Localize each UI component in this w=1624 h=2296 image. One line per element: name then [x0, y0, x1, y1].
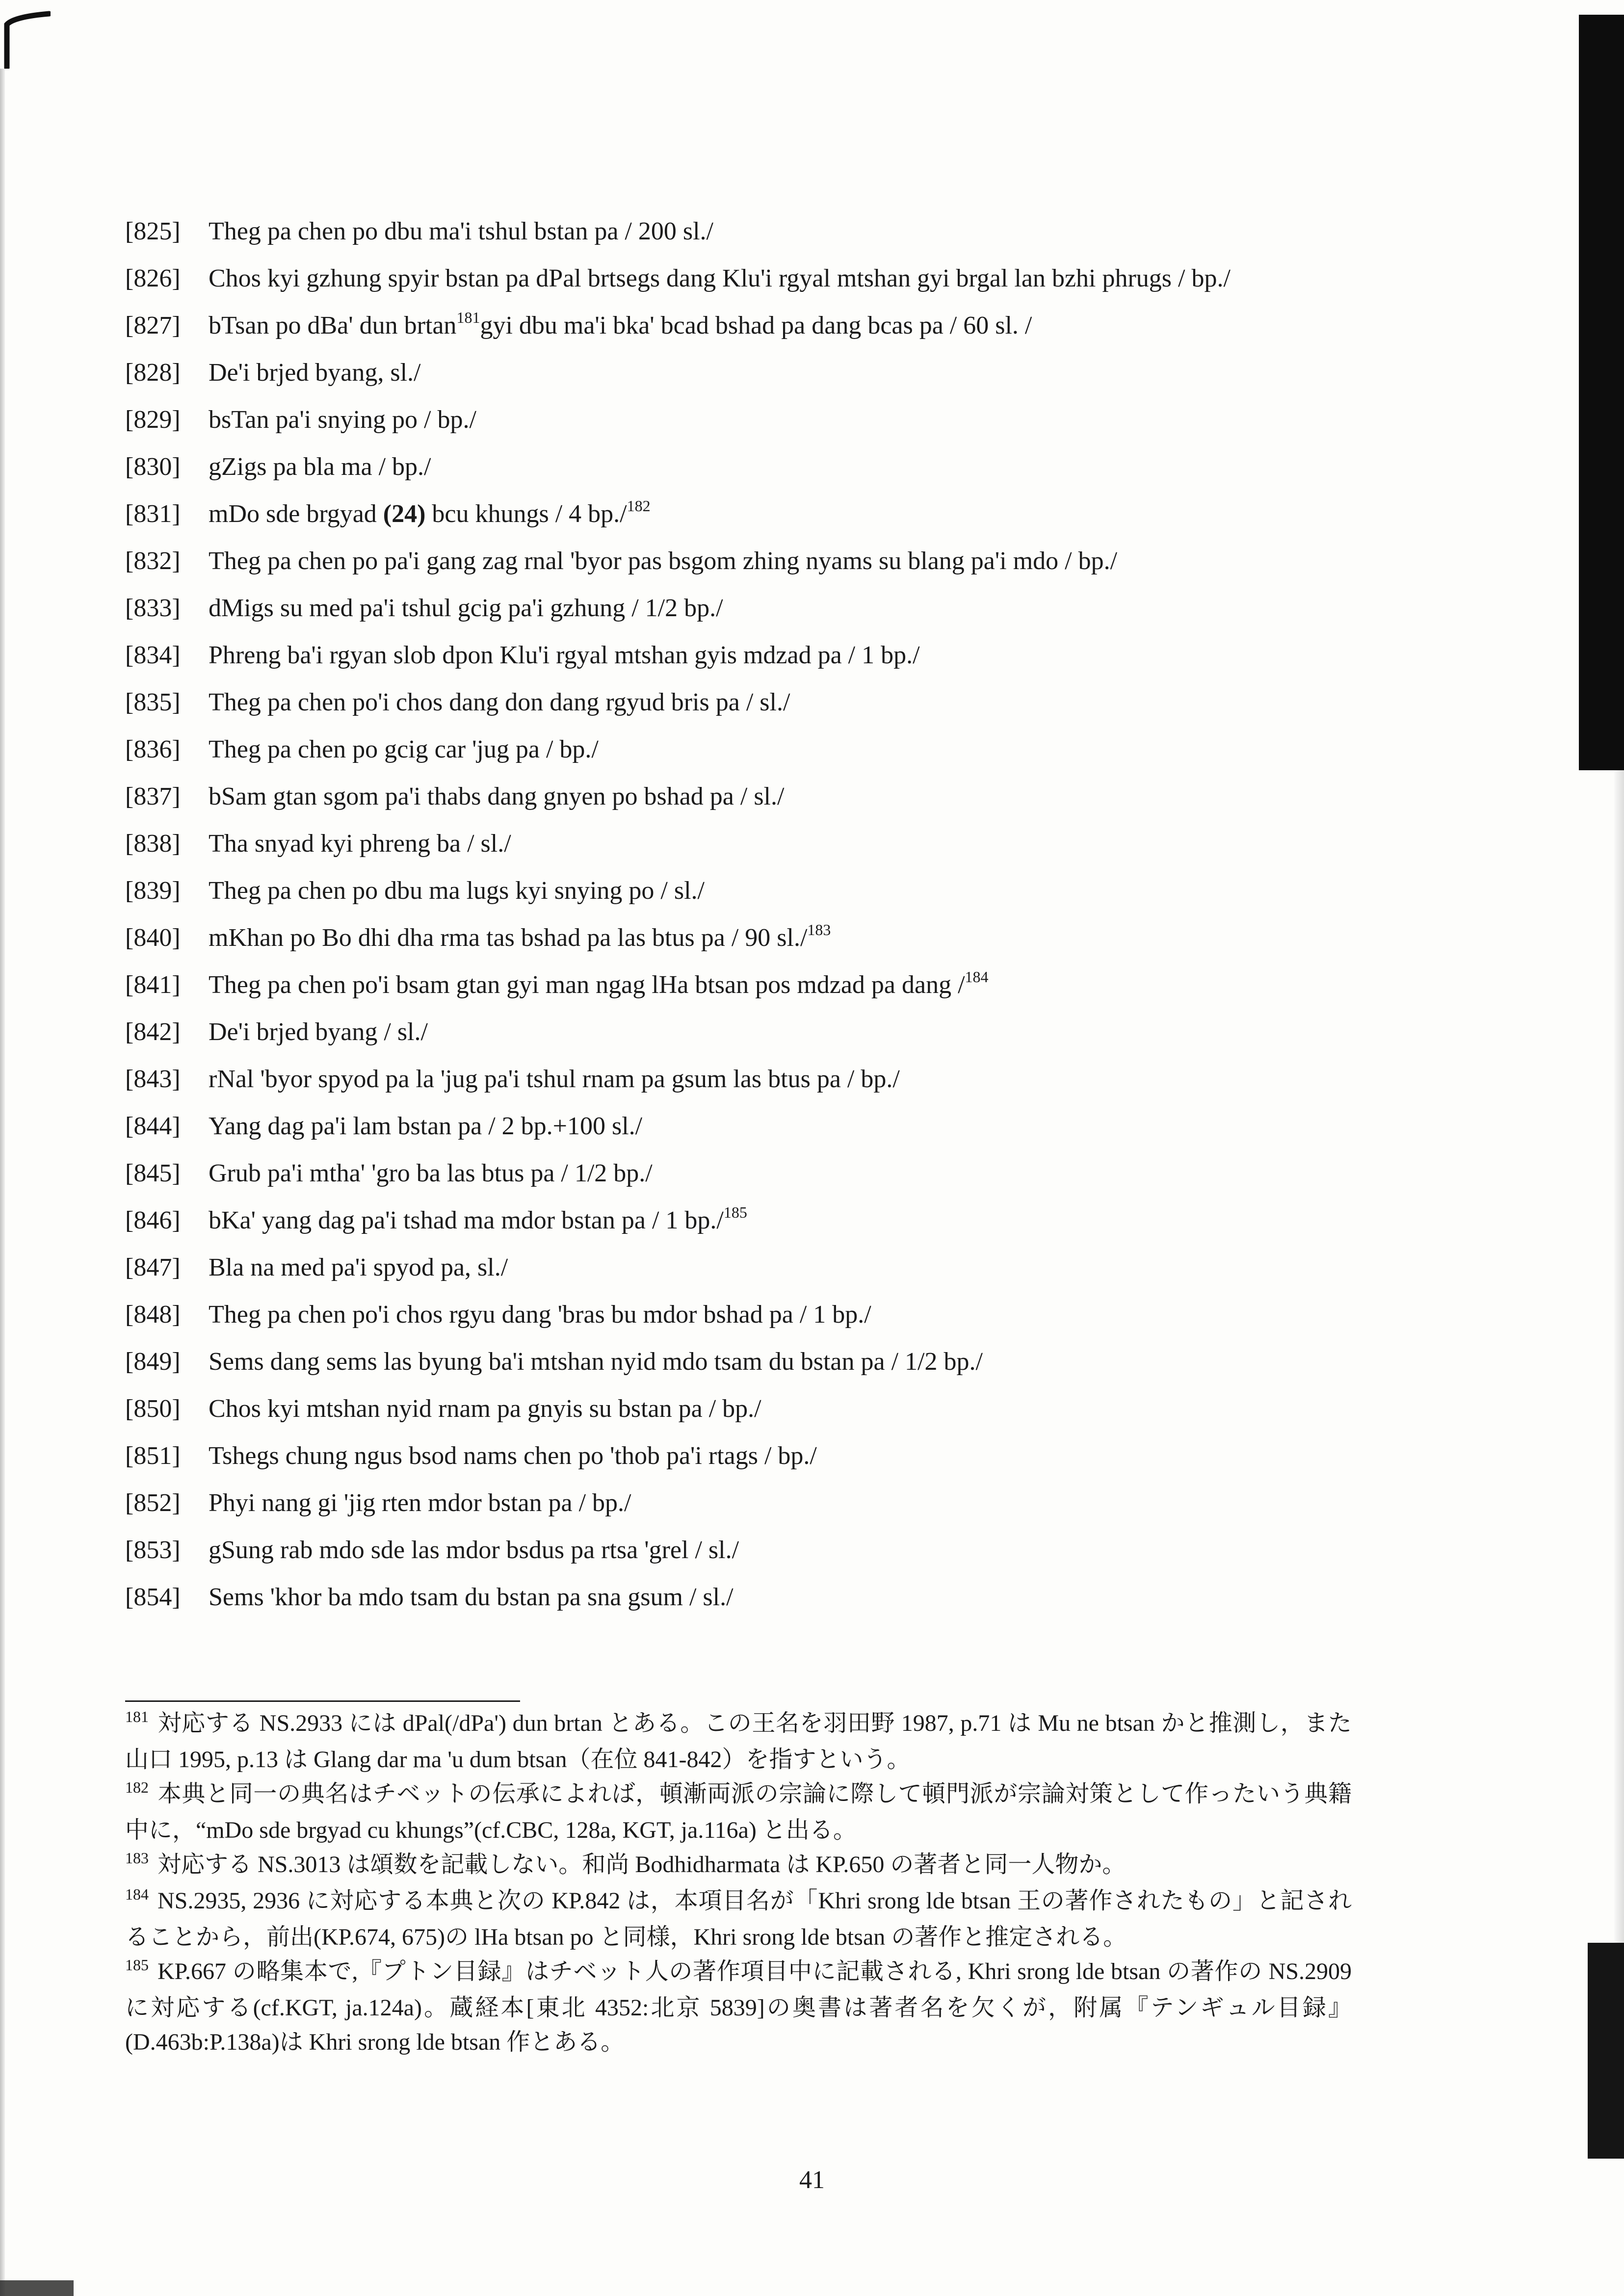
entry-number: [832] [125, 547, 181, 575]
scan-right-bar [1579, 15, 1624, 770]
entry-number: [825] [125, 217, 181, 245]
catalog-entry-list [125, 208, 1401, 1621]
entry-title: Theg pa chen po pa'i gang zag rnal 'byor pas bsgom zhing nyams su blang pa'i mdo / bp./ [209, 547, 1118, 575]
entry-number: [830] [125, 453, 181, 481]
entry-number: [835] [125, 688, 181, 716]
entry-number: [833] [125, 594, 181, 622]
entry-title: gSung rab mdo sde las mdor bsdus pa rtsa 'grel / sl./ [209, 1536, 739, 1564]
footnote-marker: 185 [723, 1203, 747, 1221]
footnote-text: 本典と同一の典名はチベットの伝承によれば，頓漸両派の宗論に際して頓門派が宗論対策として作ったいう典籍中に，“mDo sde brgyad cu khungs”(cf.CBC, 128a, KGT, ja.116a) と出る。 [125, 1781, 1352, 1843]
entry-title-part: mDo sde brgyad [209, 500, 383, 528]
entry-title-part: bcu khungs / 4 bp./ [425, 500, 627, 528]
footnote-marker: 184 [965, 967, 989, 986]
entry-number: [848] [125, 1301, 181, 1329]
entry-title: gZigs pa bla ma / bp./ [209, 453, 431, 481]
entry-number: [826] [125, 264, 181, 292]
entry-number: [837] [125, 783, 181, 810]
entry-number: [843] [125, 1065, 181, 1093]
footnote-number: 182 [125, 1778, 149, 1796]
entry-title-part: bKa' yang dag pa'i tshad ma mdor bstan pa / 1 bp./ [209, 1206, 724, 1234]
entry-title: Theg pa chen po'i chos dang don dang rgyud bris pa / sl./ [209, 688, 790, 716]
catalog-entry [125, 632, 1401, 679]
entry-number: [847] [125, 1253, 181, 1281]
entry-title [209, 496, 651, 528]
catalog-entry [125, 255, 1474, 302]
entry-number: [854] [125, 1583, 181, 1611]
entry-number: [839] [125, 877, 181, 905]
catalog-entry [125, 962, 1401, 1009]
entry-title-bold: (24) [383, 500, 426, 528]
footnote [125, 1955, 1352, 2060]
catalog-entry [125, 914, 1401, 962]
footnote-marker: 183 [807, 920, 831, 939]
scan-left-edge [0, 69, 5, 2296]
entry-number: [838] [125, 830, 181, 858]
entry-number: [829] [125, 406, 181, 434]
footnote [125, 1848, 1352, 1884]
catalog-entry [125, 1056, 1401, 1103]
entry-number: [842] [125, 1018, 181, 1046]
entry-number: [841] [125, 971, 181, 999]
entry-title: Theg pa chen po dbu ma lugs kyi snying po / sl./ [209, 877, 705, 905]
entry-title: Yang dag pa'i lam bstan pa / 2 bp.+100 sl./ [209, 1112, 643, 1140]
scan-right-bar-lower [1588, 1943, 1624, 2159]
entry-title [209, 967, 989, 999]
footnote-text: 対応する NS.3013 は頌数を記載しない。和尚 Bodhidharmata は KP.650 の著者と同一人物か。 [157, 1852, 1126, 1878]
entry-number: [844] [125, 1112, 181, 1140]
footnote-text: NS.2935, 2936 に対応する本典と次の KP.842 は，本項目名が「Khri srong lde btsan 王の著作されたもの」と記されることから，前出(KP.674, 675)の lHa btsan po と同様，Khri srong lde btsan の著作と推定される。 [125, 1888, 1352, 1950]
entry-title: Theg pa chen po'i chos rgyu dang 'bras bu mdor bshad pa / 1 bp./ [209, 1301, 871, 1329]
entry-number: [836] [125, 735, 181, 763]
catalog-entry [125, 349, 1401, 396]
catalog-entry [125, 1009, 1401, 1056]
catalog-entry [125, 302, 1401, 349]
footnote-marker: 181 [456, 308, 480, 326]
entry-title: bSam gtan sgom pa'i thabs dang gnyen po bshad pa / sl./ [209, 783, 785, 810]
entry-number: [845] [125, 1159, 181, 1187]
footnote [125, 1884, 1352, 1955]
entry-number: [851] [125, 1442, 181, 1470]
catalog-entry [125, 396, 1401, 444]
entry-title: Tha snyad kyi phreng ba / sl./ [209, 830, 511, 858]
entry-title: Phreng ba'i rgyan slob dpon Klu'i rgyal mtshan gyis mdzad pa / 1 bp./ [209, 641, 920, 669]
entry-title: Sems dang sems las byung ba'i mtshan nyid mdo tsam du bstan pa / 1/2 bp./ [209, 1348, 983, 1376]
footnote-separator [125, 1700, 520, 1702]
catalog-entry [125, 444, 1401, 491]
entry-title: Grub pa'i mtha' 'gro ba las btus pa / 1/2 bp./ [209, 1159, 653, 1187]
entry-title: Chos kyi mtshan nyid rnam pa gnyis su bstan pa / bp./ [209, 1395, 761, 1423]
catalog-entry [125, 1291, 1401, 1338]
entry-title: Chos kyi gzhung spyir bstan pa dPal brtsegs dang Klu'i rgyal mtshan gyi brgal lan bzhi phrugs / bp./ [209, 264, 1231, 292]
entry-title-part: gyi dbu ma'i bka' bcad bshad pa dang bcas pa / 60 sl. / [480, 312, 1032, 339]
entry-number: [850] [125, 1395, 181, 1423]
entry-title: dMigs su med pa'i tshul gcig pa'i gzhung / 1/2 bp./ [209, 594, 723, 622]
catalog-entry [125, 773, 1401, 820]
catalog-entry [125, 208, 1401, 255]
entry-title: Bla na med pa'i spyod pa, sl./ [209, 1253, 508, 1281]
footnote-text: 対応する NS.2933 には dPal(/dPa') dun brtan とある。この王名を羽田野 1987, p.71 は Mu ne btsan かと推測し，また山口 1995, p.13 は Glang dar ma 'u dum btsan（在位 841-842）を指すという。 [125, 1710, 1352, 1773]
footnote-text: KP.667 の略集本で,『プトン目録』はチベット人の著作項目中に記載される, Khri srong lde btsan の著作の NS.2909 に対応する(cf.KGT, ja.124a)。蔵経本[東北 4352:北京 5839]の奥書は著者名を欠くが，附属『テンギュル目録』(D.463b:P.138a)は Khri srong lde btsan 作とある。 [125, 1958, 1352, 2055]
catalog-entry [125, 585, 1401, 632]
footnote [125, 1777, 1352, 1848]
catalog-entry [125, 1150, 1401, 1197]
footnote-number: 184 [125, 1885, 149, 1903]
entry-number: [852] [125, 1489, 181, 1517]
entry-title [209, 1203, 747, 1234]
entry-title: Phyi nang gi 'jig rten mdor bstan pa / bp./ [209, 1489, 631, 1517]
footnote [125, 1706, 1352, 1777]
catalog-entry [125, 1433, 1401, 1480]
entry-title: De'i brjed byang, sl./ [209, 359, 421, 387]
footnote-number: 183 [125, 1849, 149, 1867]
catalog-entry [125, 726, 1401, 773]
footnote-number: 185 [125, 1956, 149, 1974]
entry-title: Tshegs chung ngus bsod nams chen po 'thob pa'i rtags / bp./ [209, 1442, 817, 1470]
footnote-number: 181 [125, 1708, 149, 1725]
entry-title: Theg pa chen po gcig car 'jug pa / bp./ [209, 735, 599, 763]
catalog-entry [125, 1480, 1401, 1527]
catalog-entry [125, 1244, 1401, 1291]
entry-title: Theg pa chen po dbu ma'i tshul bstan pa / 200 sl./ [209, 217, 713, 245]
entry-number: [827] [125, 312, 181, 339]
entry-title: bsTan pa'i snying po / bp./ [209, 406, 476, 434]
catalog-entry [125, 1197, 1401, 1244]
entry-number: [828] [125, 359, 181, 387]
scan-right-edge [1614, 770, 1624, 1943]
entry-title [209, 308, 1032, 339]
footnotes [125, 1706, 1352, 2060]
catalog-entry [125, 1338, 1401, 1385]
entry-number: [831] [125, 500, 181, 528]
catalog-entry [125, 1527, 1401, 1574]
entry-title-part: mKhan po Bo dhi dha rma tas bshad pa las btus pa / 90 sl./ [209, 924, 808, 952]
entry-number: [853] [125, 1536, 181, 1564]
entry-title: rNal 'byor spyod pa la 'jug pa'i tshul rnam pa gsum las btus pa / bp./ [209, 1065, 900, 1093]
catalog-entry [125, 491, 1401, 538]
catalog-entry [125, 679, 1401, 726]
catalog-entry [125, 1103, 1401, 1150]
scan-corner-mark [4, 10, 51, 69]
entry-title-part: Theg pa chen po'i bsam gtan gyi man ngag lHa btsan pos mdzad pa dang / [209, 971, 965, 999]
entry-number: [849] [125, 1348, 181, 1376]
page-number: 41 [799, 2166, 825, 2194]
entry-number: [834] [125, 641, 181, 669]
catalog-entry [125, 867, 1401, 914]
entry-number: [846] [125, 1206, 181, 1234]
catalog-entry [125, 1385, 1401, 1433]
catalog-entry [125, 1574, 1401, 1621]
scan-bottom-edge [0, 2280, 74, 2296]
entry-number: [840] [125, 924, 181, 952]
footnote-marker: 182 [627, 496, 651, 515]
entry-title [209, 920, 831, 952]
catalog-entry [125, 538, 1401, 585]
entry-title: De'i brjed byang / sl./ [209, 1018, 428, 1046]
entry-title: Sems 'khor ba mdo tsam du bstan pa sna gsum / sl./ [209, 1583, 733, 1611]
catalog-entry [125, 820, 1401, 867]
entry-title-part: bTsan po dBa' dun brtan [209, 312, 457, 339]
